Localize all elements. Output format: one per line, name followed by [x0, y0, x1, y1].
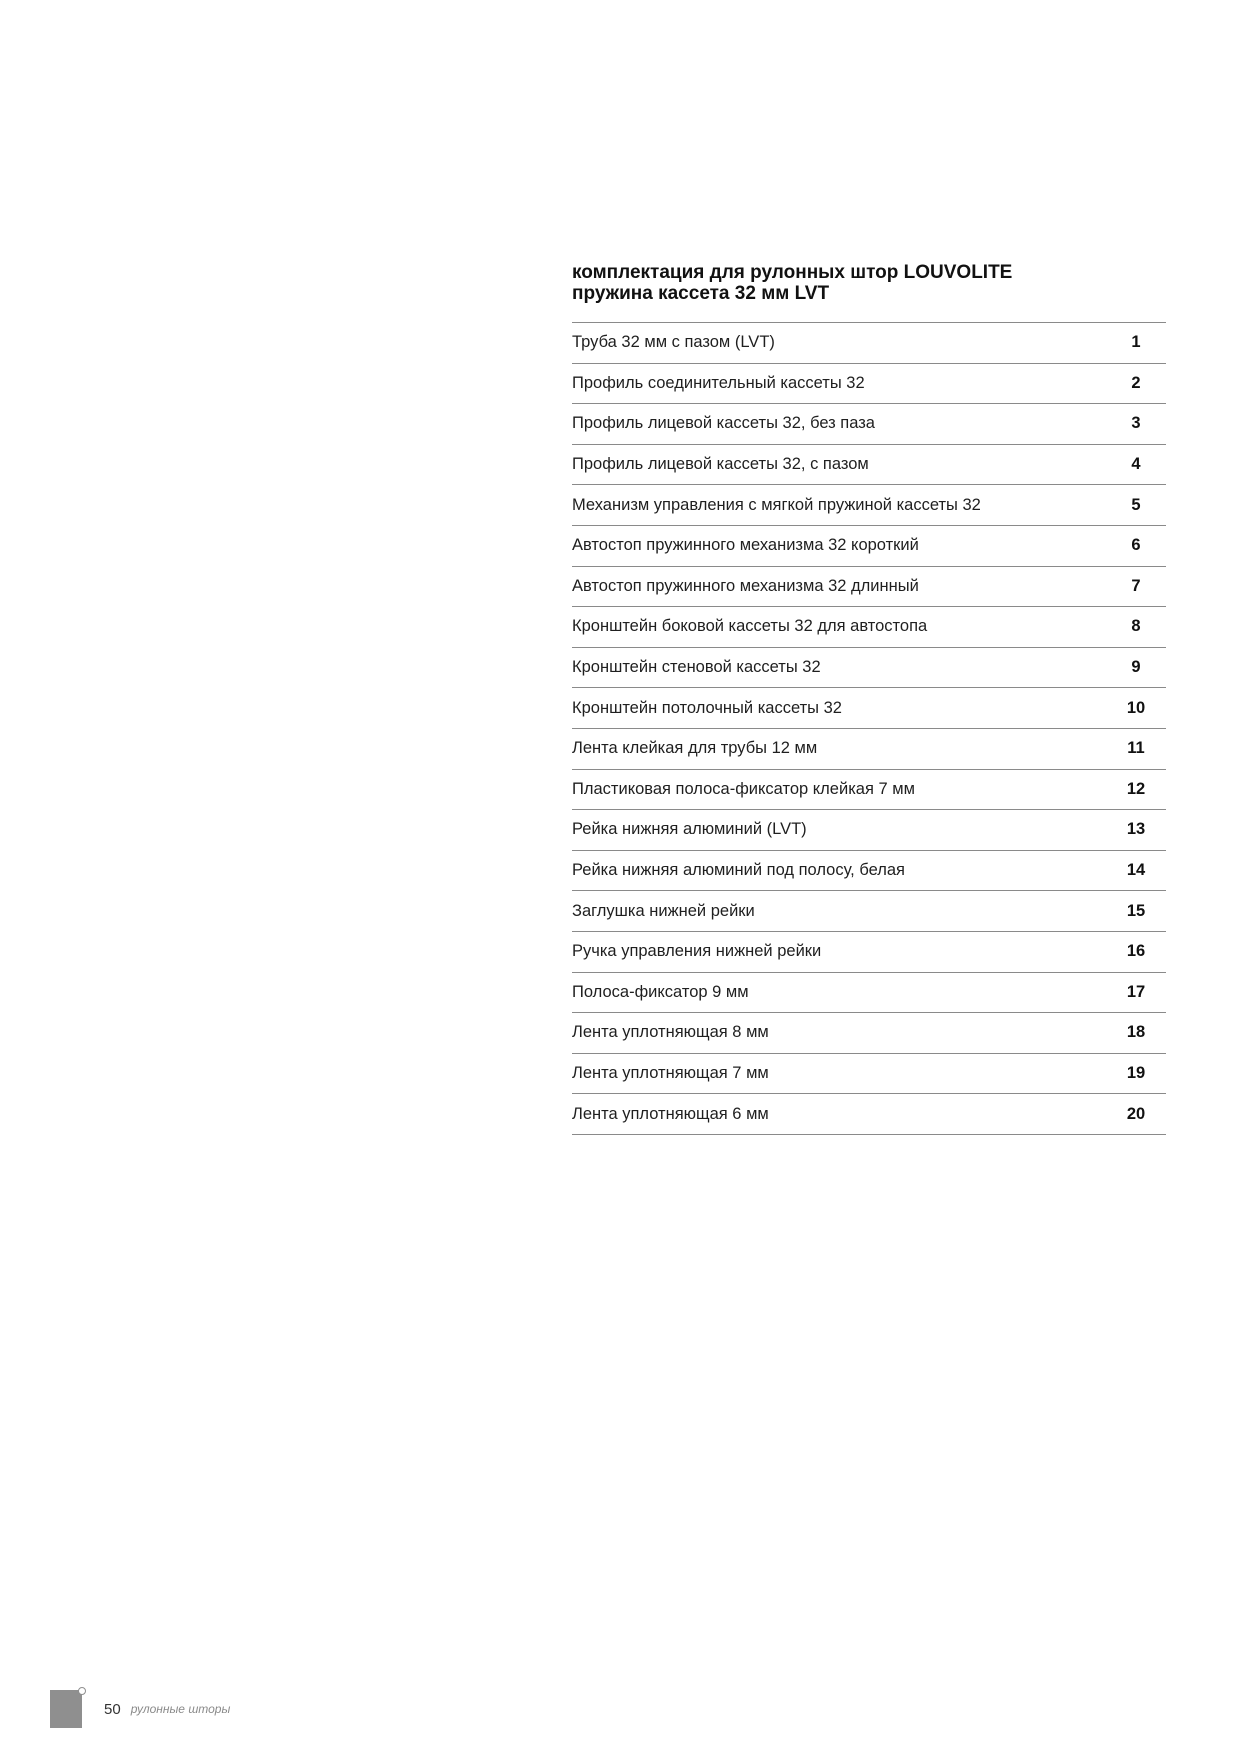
spec-row: [572, 445, 1166, 486]
spec-item-name: Пластиковая полоса-фиксатор клейкая 7 мм: [572, 779, 915, 798]
spec-item-name: Полоса-фиксатор 9 мм: [572, 982, 749, 1001]
spec-item-number: 14: [1126, 861, 1146, 880]
spec-item-name: Труба 32 мм с пазом (LVT): [572, 333, 775, 352]
spec-item-number: 6: [1131, 536, 1141, 555]
spec-item-number: 3: [1131, 414, 1141, 433]
spec-item-name: Ручка управления нижней рейки: [572, 942, 822, 961]
spec-item-number: 19: [1126, 1063, 1146, 1082]
page-footer: [50, 1690, 230, 1728]
spec-row: [572, 932, 1166, 973]
spec-row: [572, 485, 1166, 526]
spec-item-name: Автостоп пружинного механизма 32 длинный: [572, 576, 919, 595]
spec-block: [572, 262, 1166, 1135]
spec-row: [572, 770, 1166, 811]
spec-item-name: Профиль лицевой кассеты 32, без паза: [572, 414, 875, 433]
spec-row: [572, 891, 1166, 932]
spec-item-number: 17: [1126, 982, 1146, 1001]
spec-item-number: 18: [1126, 1023, 1146, 1042]
spec-row: [572, 851, 1166, 892]
spec-item-name: Профиль соединительный кассеты 32: [572, 373, 865, 392]
spec-item-number: 15: [1126, 901, 1146, 920]
spec-row: [572, 1054, 1166, 1095]
spec-item-number: 4: [1131, 455, 1141, 474]
spec-list: [572, 322, 1166, 1135]
spec-item-number: 8: [1131, 617, 1141, 636]
page-number: 50: [104, 1700, 121, 1718]
spec-item-name: Кронштейн боковой кассеты 32 для автостопа: [572, 617, 928, 636]
spec-item-name: Механизм управления с мягкой пружиной кассеты 32: [572, 495, 981, 514]
spec-title-line2: пружина кассета 32 мм LVT: [572, 283, 830, 304]
spec-row: [572, 1013, 1166, 1054]
spec-item-number: 16: [1126, 942, 1146, 961]
page-tab-marker: [50, 1690, 82, 1728]
spec-item-number: 1: [1131, 333, 1141, 352]
spec-row: [572, 648, 1166, 689]
spec-item-name: Лента клейкая для трубы 12 мм: [572, 739, 818, 758]
spec-row: [572, 688, 1166, 729]
spec-item-name: Заглушка нижней рейки: [572, 901, 755, 920]
spec-item-number: 13: [1126, 820, 1146, 839]
spec-title: [572, 262, 1166, 304]
spec-item-number: 9: [1131, 658, 1141, 677]
spec-row: [572, 364, 1166, 405]
spec-item-name: Кронштейн потолочный кассеты 32: [572, 698, 842, 717]
spec-item-name: Рейка нижняя алюминий (LVT): [572, 820, 807, 839]
spec-item-number: 7: [1131, 576, 1141, 595]
spec-item-number: 20: [1126, 1104, 1146, 1123]
spec-item-name: Автостоп пружинного механизма 32 короткий: [572, 536, 919, 555]
spec-row: [572, 1094, 1166, 1135]
spec-row: [572, 729, 1166, 770]
spec-item-name: Лента уплотняющая 6 мм: [572, 1104, 769, 1123]
section-name: рулонные шторы: [130, 1702, 231, 1716]
spec-item-name: Рейка нижняя алюминий под полосу, белая: [572, 861, 905, 880]
spec-title-line1: комплектация для рулонных штор LOUVOLITE: [572, 262, 1013, 283]
spec-item-number: 2: [1131, 373, 1141, 392]
spec-row: [572, 973, 1166, 1014]
spec-row: [572, 567, 1166, 608]
ring-icon: [78, 1687, 86, 1695]
spec-row: [572, 810, 1166, 851]
spec-item-number: 12: [1126, 779, 1146, 798]
spec-item-number: 10: [1126, 698, 1146, 717]
spec-row: [572, 323, 1166, 364]
spec-item-number: 5: [1131, 495, 1141, 514]
spec-row: [572, 404, 1166, 445]
spec-item-name: Лента уплотняющая 7 мм: [572, 1063, 769, 1082]
spec-row: [572, 526, 1166, 567]
spec-item-name: Профиль лицевой кассеты 32, с пазом: [572, 455, 869, 474]
spec-item-name: Кронштейн стеновой кассеты 32: [572, 658, 821, 677]
spec-item-name: Лента уплотняющая 8 мм: [572, 1023, 769, 1042]
spec-item-number: 11: [1127, 739, 1145, 758]
spec-row: [572, 607, 1166, 648]
